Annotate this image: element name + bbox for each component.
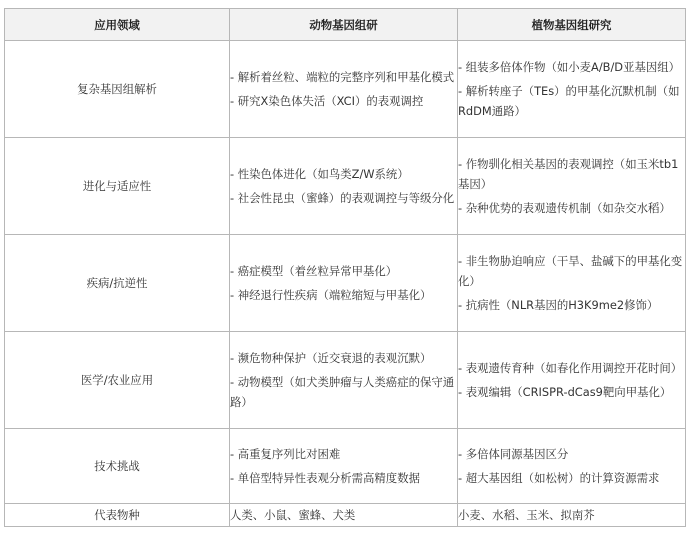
list-item: - 非生物胁迫响应（干旱、盐碱下的甲基化变化） [458, 254, 683, 288]
field-cell: 技术挑战 [5, 429, 230, 504]
plant-cell: 小麦、水稻、玉米、拟南芥 [458, 504, 686, 527]
list-item: - 解析转座子（TEs）的甲基化沉默机制（如RdDM通路） [458, 84, 680, 118]
list-item: - 癌症模型（着丝粒异常甲基化） [230, 264, 398, 278]
animal-cell: 人类、小鼠、蜜蜂、犬类 [230, 504, 458, 527]
list-item: - 性染色体进化（如鸟类Z/W系统） [230, 167, 409, 181]
animal-cell [230, 41, 458, 138]
list-item: - 研究X染色体失活（XCI）的表观调控 [230, 94, 424, 108]
table-row [5, 332, 686, 429]
list-item: - 表观编辑（CRISPR-dCas9靶向甲基化） [458, 385, 672, 399]
table-row [5, 235, 686, 332]
header-row [5, 9, 686, 41]
animal-cell [230, 429, 458, 504]
list-item: - 解析着丝粒、端粒的完整序列和甲基化模式 [230, 70, 455, 84]
list-item: - 表观遗传育种（如春化作用调控开花时间） [458, 361, 683, 375]
header-field: 应用领域 [5, 9, 230, 41]
list-item: - 高重复序列比对困难 [230, 447, 341, 461]
animal-cell [230, 138, 458, 235]
list-item: - 动物模型（如犬类肿瘤与人类癌症的保守通路） [230, 375, 455, 409]
field-cell: 医学/农业应用 [5, 332, 230, 429]
comparison-table [4, 8, 686, 527]
field-cell: 复杂基因组解析 [5, 41, 230, 138]
table-row [5, 138, 686, 235]
field-cell: 代表物种 [5, 504, 230, 527]
list-item: - 组装多倍体作物（如小麦A/B/D亚基因组） [458, 60, 681, 74]
header-plant: 植物基因组研究 [458, 9, 686, 41]
list-item: - 抗病性（NLR基因的H3K9me2修饰） [458, 298, 659, 312]
plant-cell [458, 138, 686, 235]
list-item: - 多倍体同源基因区分 [458, 447, 569, 461]
animal-cell [230, 332, 458, 429]
plant-cell [458, 332, 686, 429]
plant-cell [458, 41, 686, 138]
list-item: - 神经退行性疾病（端粒缩短与甲基化） [230, 288, 432, 302]
plant-cell [458, 235, 686, 332]
table-row [5, 429, 686, 504]
list-item: - 作物驯化相关基因的表观调控（如玉米tb1基因） [458, 157, 679, 191]
list-item: - 杂种优势的表观遗传机制（如杂交水稻） [458, 201, 671, 215]
list-item: - 社会性昆虫（蜜蜂）的表观调控与等级分化 [230, 191, 455, 205]
table-row [5, 504, 686, 527]
header-animal: 动物基因组研 [230, 9, 458, 41]
field-cell: 进化与适应性 [5, 138, 230, 235]
plant-cell [458, 429, 686, 504]
list-item: - 濒危物种保护（近交衰退的表观沉默） [230, 351, 432, 365]
list-item: - 单倍型特异性表观分析需高精度数据 [230, 471, 420, 485]
table-row [5, 41, 686, 138]
list-item: - 超大基因组（如松树）的计算资源需求 [458, 471, 660, 485]
field-cell: 疾病/抗逆性 [5, 235, 230, 332]
animal-cell [230, 235, 458, 332]
